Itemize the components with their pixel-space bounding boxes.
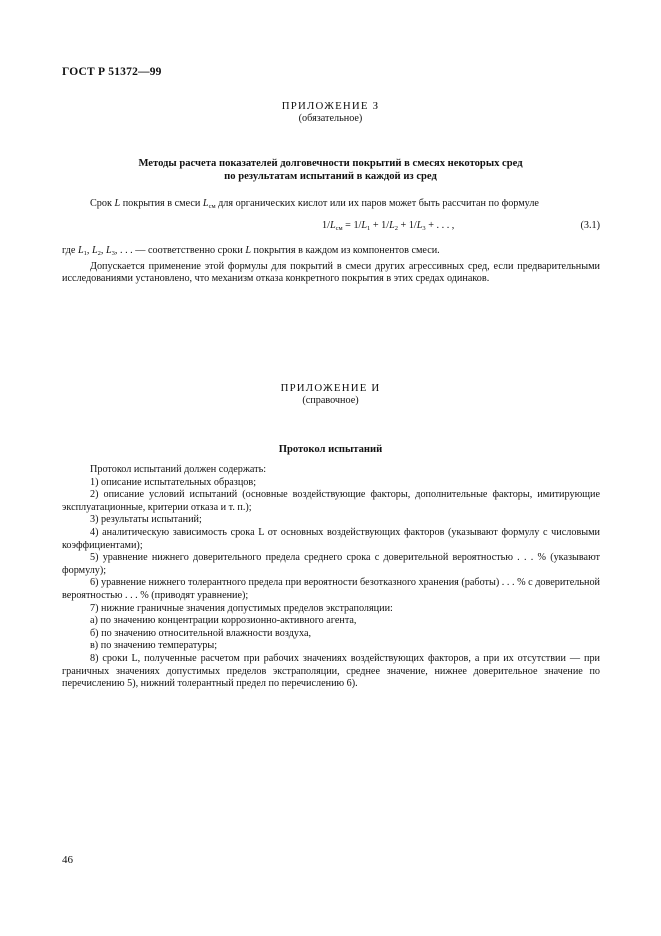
annex-z-title: ПРИЛОЖЕНИЕ З [281, 100, 380, 112]
formula-3-1 [62, 220, 600, 234]
intro-var: L [114, 198, 121, 209]
annex-z-allowance: Допускается применение этой формулы для покрытий в смеси других агрессивных сред, если предварительными исследованиями установлено, что механизм отказа конкретного покрытия в этих средах одинаков. [62, 260, 600, 285]
intro-after: для органических кислот или их паров может быть рассчитан по формуле [218, 198, 539, 209]
page-number: 46 [62, 854, 73, 866]
annex-z-intro [62, 198, 600, 214]
intro-mid: покрытия в смеси [122, 198, 201, 209]
annex-z-where: где $L_1$, $L_2$, $L_3$, . . . — соответственно сроки L покрытия в каждом из компонентов смеси. Допускается применение этой формулы для покрытий в смеси других агрессивных сред, если предварительными исследованиями установлено, что механизм отказа конкретного покрытия в этих средах одинаков. [62, 245, 600, 285]
annex-i-title: ПРИЛОЖЕНИЕ И [280, 382, 381, 394]
formula-expression: $1/L_{см} = 1/L_1 + 1/L_2 + 1/L_3$ + . . . , [322, 220, 455, 232]
intro-before: Срок [90, 198, 112, 209]
annex-z-status: (обязательное) [298, 113, 363, 124]
annex-z-heading-line2: по результатам испытаний в каждой из сред [224, 171, 437, 182]
protocol-item: 8) сроки L, полученные расчетом при рабочих значениях воздействующих факторов, а при их отсутствии — при граничных значениях допустимых пределов экстраполяции, среднее значение, нижнее доверительное значение по перечислению 5), нижний толерантный предел по перечислению 6). [62, 652, 600, 690]
document-header: ГОСТ Р 51372—99 [62, 66, 162, 78]
protocol-item: б) по значению относительной влажности воздуха, [90, 627, 312, 639]
formula-number: (3.1) [580, 220, 600, 231]
annex-i-list [62, 464, 600, 691]
protocol-item: 7) нижние граничные значения допустимых пределов экстраполяции: [90, 602, 393, 614]
annex-i-status: (справочное) [302, 395, 359, 406]
protocol-item: 5) уравнение нижнего доверительного предела среднего срока с доверительной вероятностью . . . % (указывают формулу); [62, 552, 600, 576]
intro-mix-var: L [202, 198, 209, 209]
annex-z-heading-line1: Методы расчета показателей долговечности покрытий в смесях некоторых сред [138, 158, 523, 169]
protocol-item: 3) результаты испытаний; [90, 514, 202, 526]
protocol-item: 6) уравнение нижнего толерантного предела при вероятности безотказного хранения (работы) . . . % с доверительной вероятностью . . . % (приводят уравнение); [62, 577, 600, 601]
intro-mix-sub: см [208, 203, 216, 210]
annex-i-heading: Протокол испытаний [278, 444, 383, 455]
protocol-item: а) по значению концентрации коррозионно-активного агента, [90, 615, 357, 627]
protocol-item: 1) описание испытательных образцов; [90, 476, 257, 488]
protocol-item: 2) описание условий испытаний (основные воздействующие факторы, дополнительные факторы, имитирующие эксплуатационные, критерии отказа и т. п.); [62, 489, 600, 513]
protocol-item: в) по значению температуры; [90, 640, 218, 652]
protocol-item: Протокол испытаний должен содержать: [90, 464, 267, 475]
protocol-item: 4) аналитическую зависимость срока L от основных воздействующих факторов (указывают формулу с числовыми коэффициентами); [62, 526, 600, 551]
